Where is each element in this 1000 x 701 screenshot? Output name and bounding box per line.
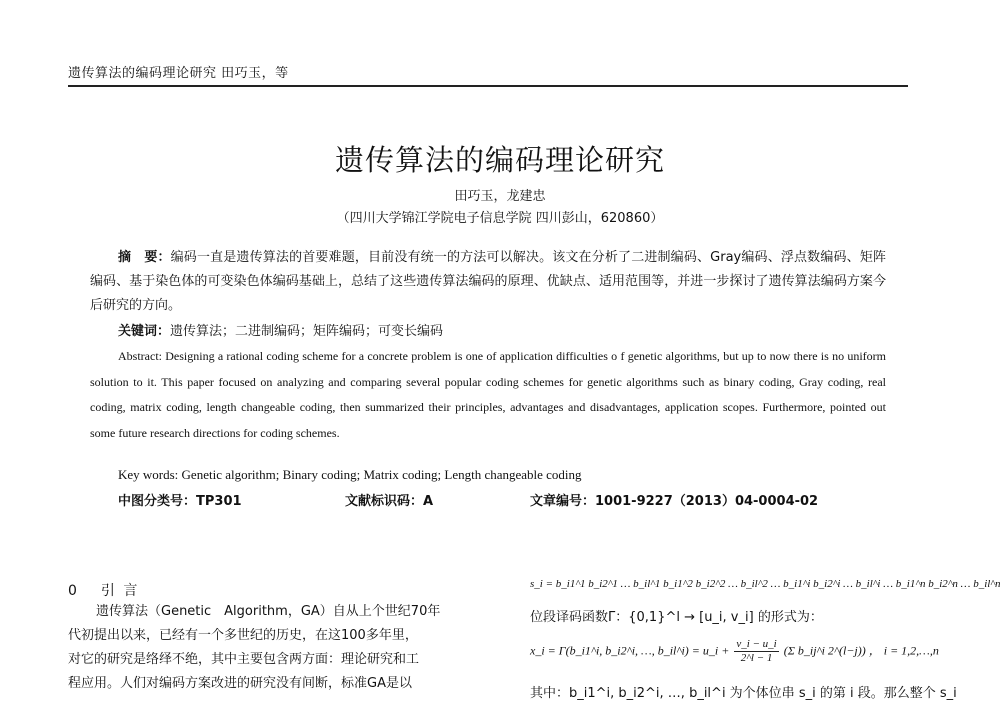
equation-bitstring: s_i = b_i1^1 b_i2^1 … b_il^1 b_i1^2 b_i2^2 … b_il^2 … b_i1^i b_i2^i … b_il^i … b_i1^n b_i2^n … b_il^n (530, 578, 1000, 590)
intro-text (68, 600, 468, 696)
abstract-english: Abstract: Designing a rational coding scheme for a concrete problem is one of application difficulties o f genetic algorithms, but up to now there is no uniform solution to it. This paper focused on analyzing and comparing several popular coding schemes for genetic algorithms such as binary coding, Gray coding, real coding, matrix coding, length changeable coding, then summarized their principles, advantages and disadvantages, application scopes. Furthermore, pointed out some future research directions for coding schemes. (90, 349, 886, 440)
section-number: 0 (68, 583, 79, 599)
where-text: 其中：b_i1^i, b_i2^i, …, b_il^i 为个体位串 s_i 的第 i 段。那么整个 s_i (530, 686, 957, 701)
affiliation: （四川大学锦江学院电子信息学院 四川彭山，620860） (336, 211, 664, 226)
intro-line: 遗传算法（Genetic Algorithm，GA）自从上个世纪70年 (96, 604, 441, 619)
intro-line: 代初提出以来，已经有一个多世纪的历史，在这100多年里， (68, 628, 418, 643)
eq2-numerator: v_i − u_i (736, 638, 777, 650)
document-code: 文献标识码：A (345, 494, 434, 509)
keywords-english: Key words: Genetic algorithm; Binary coding; Matrix coding; Length changeable coding (118, 467, 582, 482)
keywords-cn-text: 遗传算法；二进制编码；矩阵编码；可变长编码 (170, 324, 444, 339)
eq2-lhs: x_i = Γ(b_i1^i, b_i2^i, …, b_il^i) = u_i + (530, 643, 730, 658)
equation-decode (530, 638, 939, 665)
eq2-fraction (734, 638, 778, 665)
eq2-rhs: (Σ b_ij^i 2^(l−j)) ， i = 1,2,…,n (783, 643, 939, 658)
intro-line: 程应用。人们对编码方案改进的研究没有间断，标准GA是以 (68, 676, 412, 691)
article-id: 文章编号：1001-9227（2013）04-0004-02 (530, 494, 819, 509)
clc-number: 中图分类号：TP301 (118, 494, 242, 509)
section-heading (68, 580, 139, 600)
abstract-cn-text: 编码一直是遗传算法的首要难题，目前没有统一的方法可以解决。该文在分析了二进制编码、Gray编码、浮点数编码、矩阵编码、基于染色体的可变染色体编码基础上，总结了这些遗传算法编码的原理、优缺点、适用范围等，并进一步探讨了遗传算法编码方案今后研究的方向。 (90, 250, 886, 313)
eq2-denominator: 2^l − 1 (740, 652, 773, 664)
keywords-chinese (118, 320, 878, 339)
keywords-cn-label: 关键词： (118, 324, 171, 339)
abstract-cn-label: 摘 要： (118, 250, 171, 265)
intro-line: 对它的研究是络绎不绝，其中主要包含两方面：理论研究和工 (68, 652, 420, 667)
header-rule (68, 85, 908, 87)
authors: 田巧玉，龙建忠 (454, 189, 546, 204)
paper-title: 遗传算法的编码理论研究 (334, 143, 665, 177)
section-title: 引 言 (100, 583, 140, 599)
decode-function-text: 位段译码函数Γ：{0,1}^l → [u_i, v_i] 的形式为： (530, 610, 823, 625)
abstract-chinese (90, 246, 886, 318)
running-head: 遗传算法的编码理论研究 田巧玉，等 (68, 66, 289, 81)
